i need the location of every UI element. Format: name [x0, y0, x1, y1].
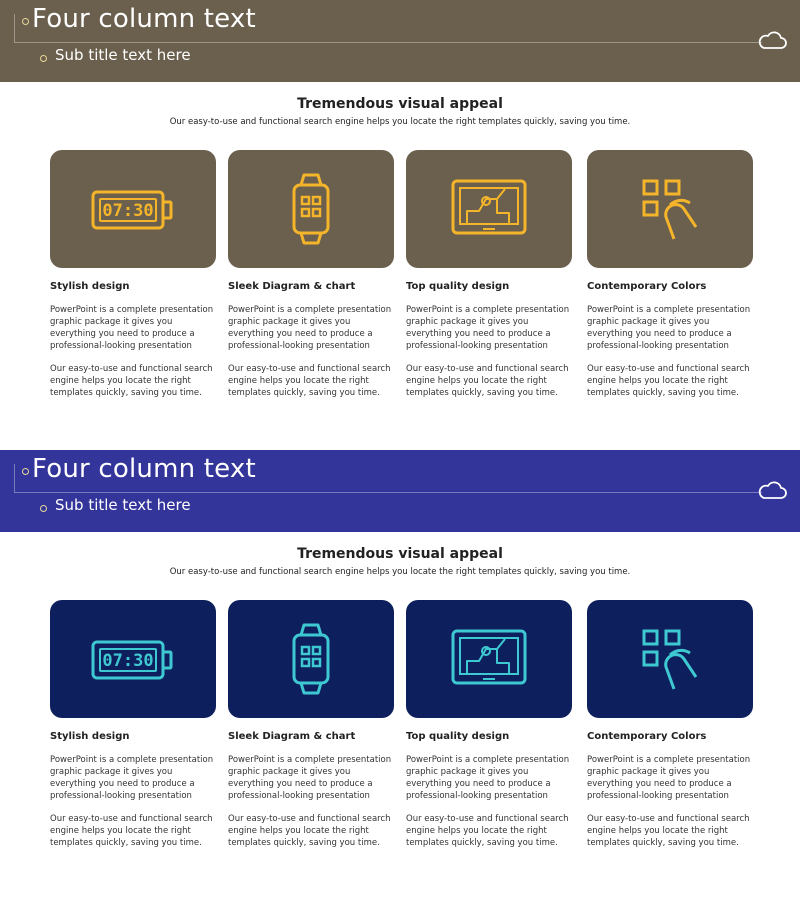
column-title: Contemporary Colors [587, 731, 707, 742]
column-paragraph: Our easy-to-use and functional search engine helps you locate the right templates quickly, saving you time. [228, 814, 391, 848]
icon-card [50, 600, 216, 718]
icon-card [587, 150, 753, 268]
icon-card [406, 150, 572, 268]
header-vertical-line [14, 464, 15, 492]
column-paragraph: Our easy-to-use and functional search engine helps you locate the right templates quickly, saving you time. [228, 364, 391, 398]
column-4 [587, 150, 753, 399]
column-paragraph: Our easy-to-use and functional search engine helps you locate the right templates quickly, saving you time. [50, 364, 213, 398]
column-paragraph: Our easy-to-use and functional search engine helps you locate the right templates quickly, saving you time. [406, 364, 569, 398]
header-divider-line [14, 42, 762, 43]
slide-header [0, 450, 800, 532]
column-title: Stylish design [50, 731, 130, 742]
cloud-icon [757, 480, 787, 500]
column-title: Top quality design [406, 281, 510, 292]
column-paragraph: Our easy-to-use and functional search engine helps you locate the right templates quickly, saving you time. [587, 364, 750, 398]
icon-card [406, 600, 572, 718]
page-subtitle: Sub title text here [55, 496, 191, 514]
column-3 [406, 600, 572, 849]
clock-digits: 07:30 [102, 651, 154, 671]
section-heading: Tremendous visual appeal [297, 96, 503, 112]
smartwatch-icon [265, 169, 357, 249]
subtitle-bullet-dot [40, 505, 47, 512]
monitor-map-icon [443, 169, 535, 249]
header-vertical-line [14, 14, 15, 42]
icon-card [50, 150, 216, 268]
column-paragraph: Our easy-to-use and functional search engine helps you locate the right templates quickly, saving you time. [587, 814, 750, 848]
smartwatch-icon [265, 619, 357, 699]
column-title: Top quality design [406, 731, 510, 742]
header-divider-line [14, 492, 762, 493]
column-title: Sleek Diagram & chart [228, 281, 356, 292]
column-2 [228, 150, 394, 399]
icon-card [228, 600, 394, 718]
touch-apps-icon [624, 169, 716, 249]
cloud-icon [757, 30, 787, 50]
column-paragraph: PowerPoint is a complete presentation graphic package it gives you everything you need to produce a professional-looking presentation [228, 305, 392, 351]
column-title: Sleek Diagram & chart [228, 731, 356, 742]
page-subtitle: Sub title text here [55, 46, 191, 64]
column-paragraph: PowerPoint is a complete presentation graphic package it gives you everything you need to produce a professional-looking presentation [587, 755, 751, 801]
slide-2 [0, 450, 800, 900]
column-title: Contemporary Colors [587, 281, 707, 292]
column-4 [587, 600, 753, 849]
touch-apps-icon [624, 619, 716, 699]
column-title: Stylish design [50, 281, 130, 292]
column-paragraph: PowerPoint is a complete presentation graphic package it gives you everything you need to produce a professional-looking presentation [587, 305, 751, 351]
monitor-map-icon [443, 619, 535, 699]
section-tagline: Our easy-to-use and functional search engine helps you locate the right templates quickly, saving you time. [169, 567, 631, 577]
column-paragraph: PowerPoint is a complete presentation graphic package it gives you everything you need to produce a professional-looking presentation [228, 755, 392, 801]
subtitle-bullet-dot [40, 55, 47, 62]
column-paragraph: PowerPoint is a complete presentation graphic package it gives you everything you need to produce a professional-looking presentation [406, 305, 570, 351]
title-bullet-dot [22, 18, 29, 25]
column-paragraph: PowerPoint is a complete presentation graphic package it gives you everything you need to produce a professional-looking presentation [406, 755, 570, 801]
page-title: Four column text [32, 454, 256, 484]
column-paragraph: PowerPoint is a complete presentation graphic package it gives you everything you need to produce a professional-looking presentation [50, 305, 214, 351]
title-bullet-dot [22, 468, 29, 475]
clock-digits: 07:30 [102, 201, 154, 221]
column-paragraph: Our easy-to-use and functional search engine helps you locate the right templates quickly, saving you time. [50, 814, 213, 848]
clock-battery-icon [87, 169, 179, 249]
icon-card [228, 150, 394, 268]
column-paragraph: PowerPoint is a complete presentation graphic package it gives you everything you need to produce a professional-looking presentation [50, 755, 214, 801]
column-2 [228, 600, 394, 849]
section-heading: Tremendous visual appeal [297, 546, 503, 562]
slide-header [0, 0, 800, 82]
icon-card [587, 600, 753, 718]
column-paragraph: Our easy-to-use and functional search engine helps you locate the right templates quickly, saving you time. [406, 814, 569, 848]
clock-battery-icon [87, 619, 179, 699]
column-1 [50, 600, 216, 849]
column-1 [50, 150, 216, 399]
page-title: Four column text [32, 4, 256, 34]
column-3 [406, 150, 572, 399]
section-tagline: Our easy-to-use and functional search engine helps you locate the right templates quickly, saving you time. [169, 117, 631, 127]
